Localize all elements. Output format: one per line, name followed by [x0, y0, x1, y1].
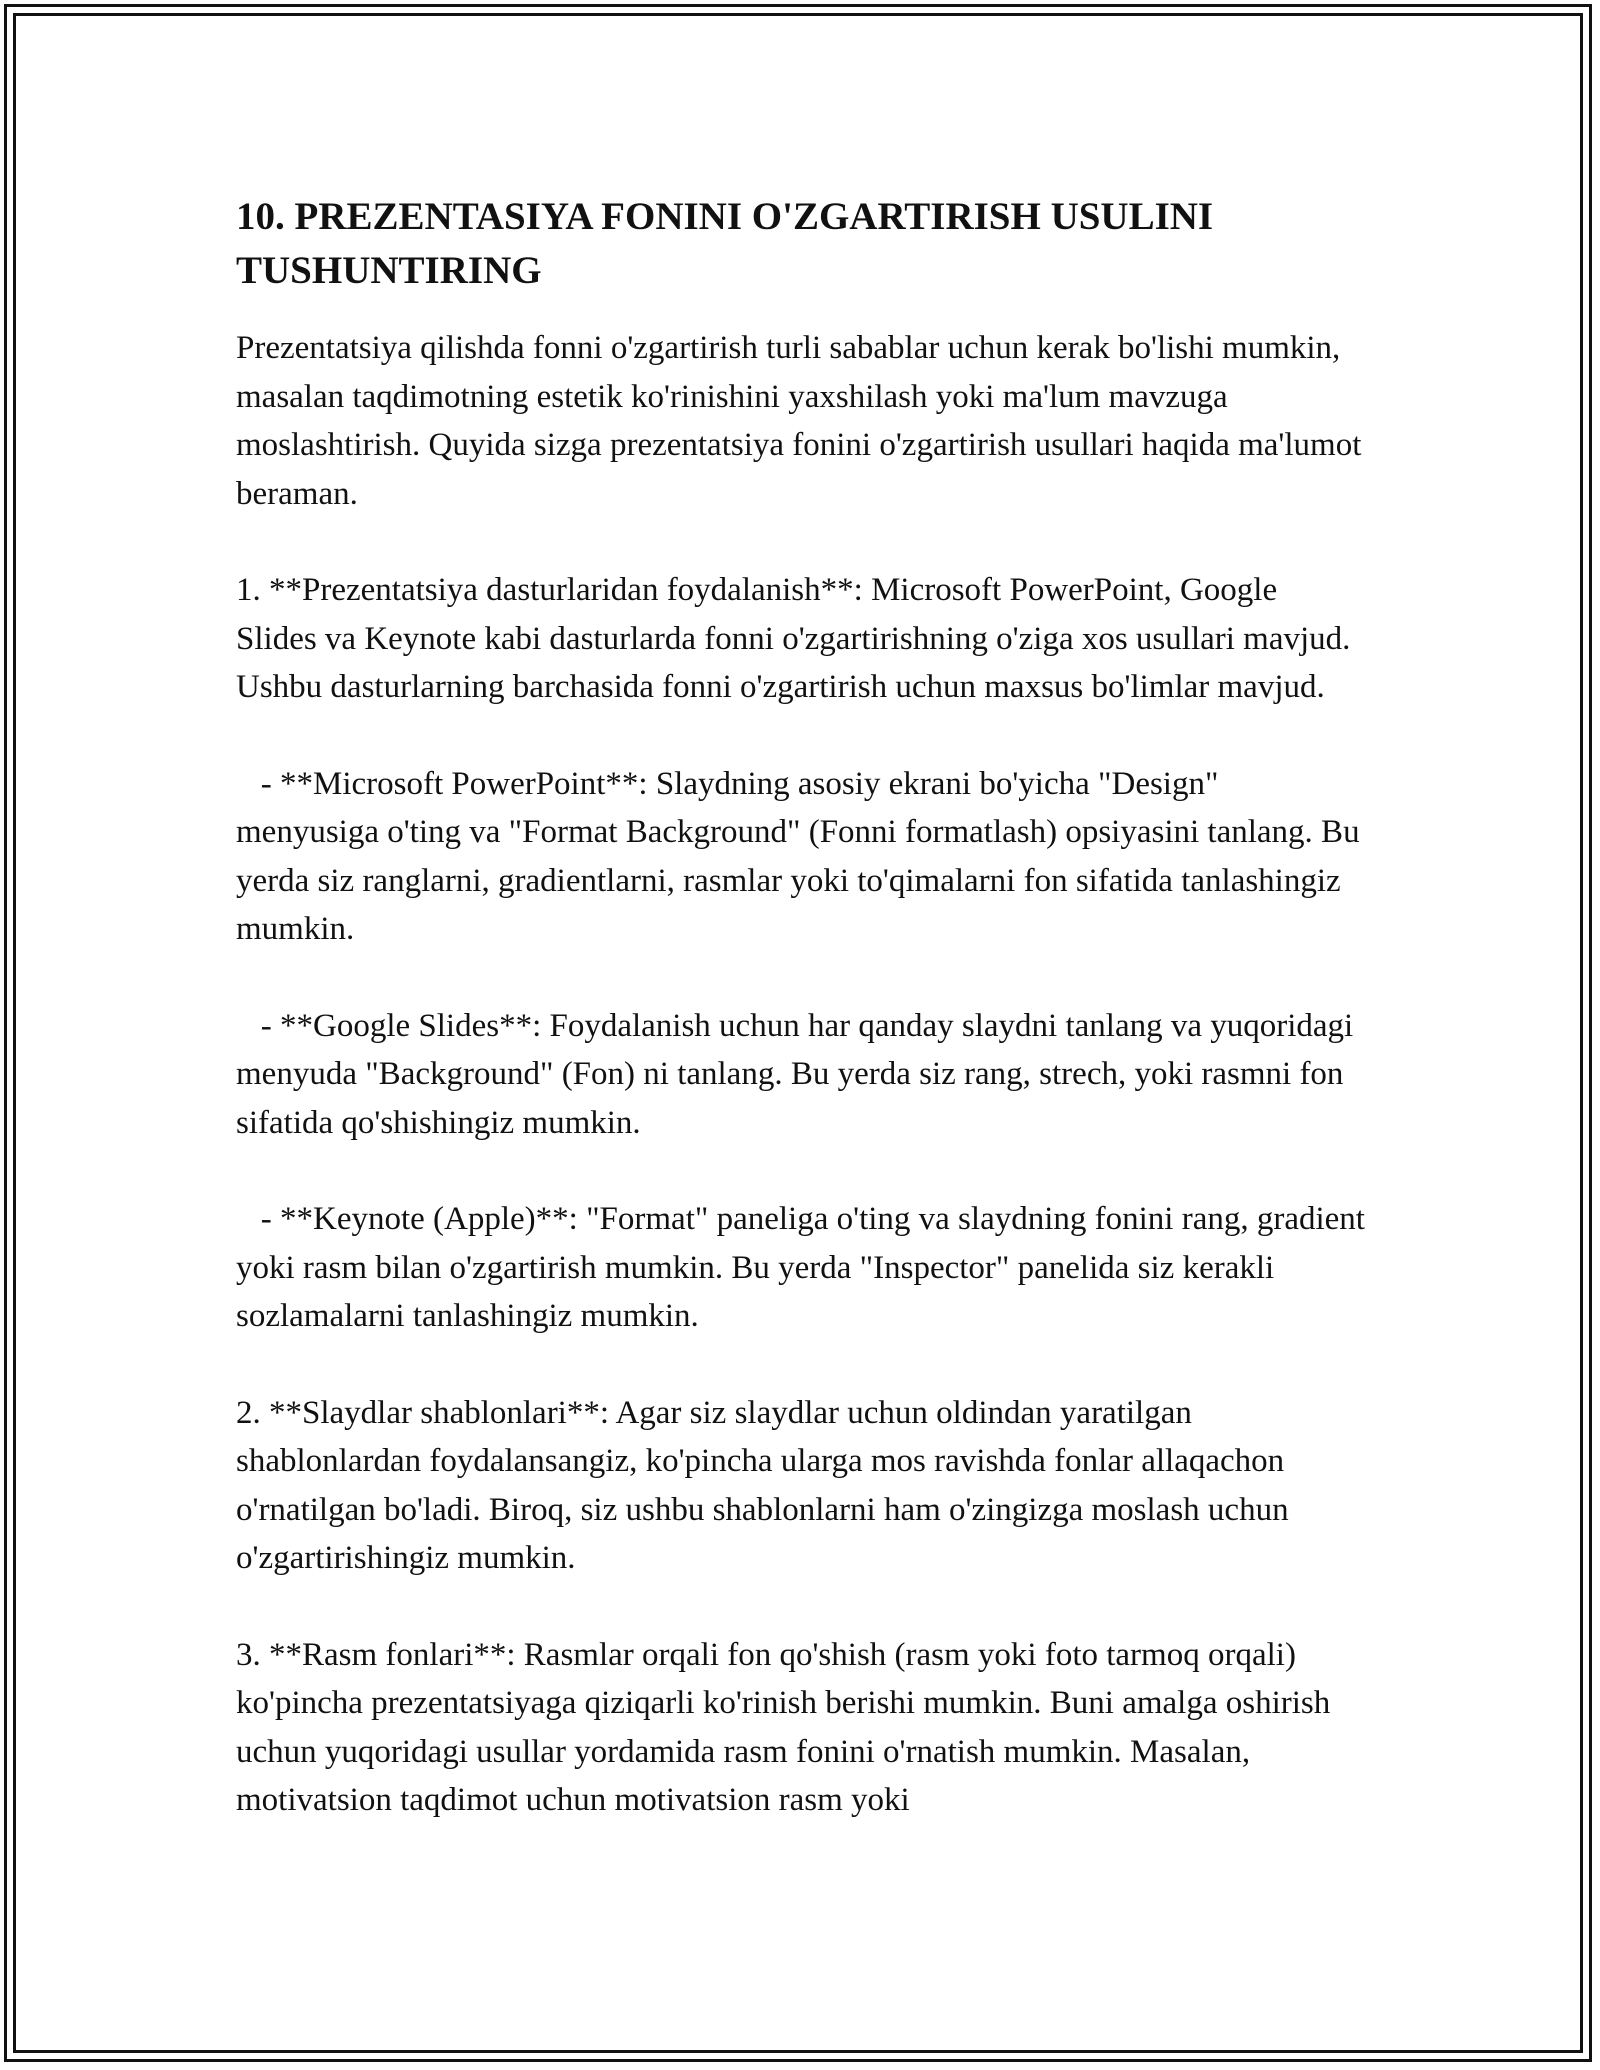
document-body — [236, 190, 1374, 1825]
sub-point-powerpoint: - **Microsoft PowerPoint**: Slaydning asosiy ekrani bo'yicha "Design" menyusiga o'ting va "Format Background" (Fonni formatlash) opsiyasini tanlang. Bu yerda siz ranglarni, gradientlarni, rasmlar yoki to'qimalarni fon sifatida tanlashingiz mumkin. — [236, 765, 1368, 947]
sub-point-google-slides: - **Google Slides**: Foydalanish uchun har qanday slaydni tanlang va yuqoridagi menyuda "Background" (Fon) ni tanlang. Bu yerda siz rang, strech, yoki rasmni fon sifatida qo'shishingiz mumkin. — [236, 1007, 1362, 1141]
point-3-image-backgrounds: 3. **Rasm fonlari**: Rasmlar orqali fon qo'shish (rasm yoki foto tarmoq orqali) ko'pincha prezentatsiyaga qiziqarli ko'rinish berishi mumkin. Buni amalga oshirish uchun yuqoridagi usullar yordamida rasm fonini o'rnatish mumkin. Masalan, motivatsion taqdimot uchun motivatsion rasm yoki — [236, 1636, 1339, 1818]
point-2-slide-templates: 2. **Slaydlar shablonlari**: Agar siz slaydlar uchun oldindan yaratilgan shablonlardan foydalansangiz, ko'pincha ularga mos ravishda fonlar allaqachon o'rnatilgan bo'ladi. Biroq, siz ushbu shablonlarni ham o'zingizga moslash uchun o'zgartirishingiz mumkin. — [236, 1394, 1297, 1576]
intro-paragraph: Prezentatsiya qilishda fonni o'zgartirish turli sabablar uchun kerak bo'lishi mumkin, masalan taqdimotning estetik ko'rinishini yaxshilash yoki ma'lum mavzuga moslashtirish. Quyida sizga prezentatsiya fonini o'zgartirish usullari haqida ma'lumot beraman. — [236, 330, 1370, 512]
sub-point-keynote: - **Keynote (Apple)**: "Format" paneliga o'ting va slaydning fonini rang, gradient yoki rasm bilan o'zgartirish mumkin. Bu yerda "Inspector" panelida siz kerakli sozlamalarni tanlashingiz mumkin. — [236, 1201, 1374, 1334]
point-1-presentation-software: 1. **Prezentatsiya dasturlaridan foydalanish**: Microsoft PowerPoint, Google Slides va Keynote kabi dasturlarda fonni o'zgartirishning o'ziga xos usullari mavjud. Ushbu dasturlarning barchasida fonni o'zgartirish uchun maxsus bo'limlar mavjud. — [236, 572, 1359, 705]
document-title: 10. PREZENTASIYA FONINI O'ZGARTIRISH USULINI TUSHUNTIRING — [236, 195, 1214, 292]
